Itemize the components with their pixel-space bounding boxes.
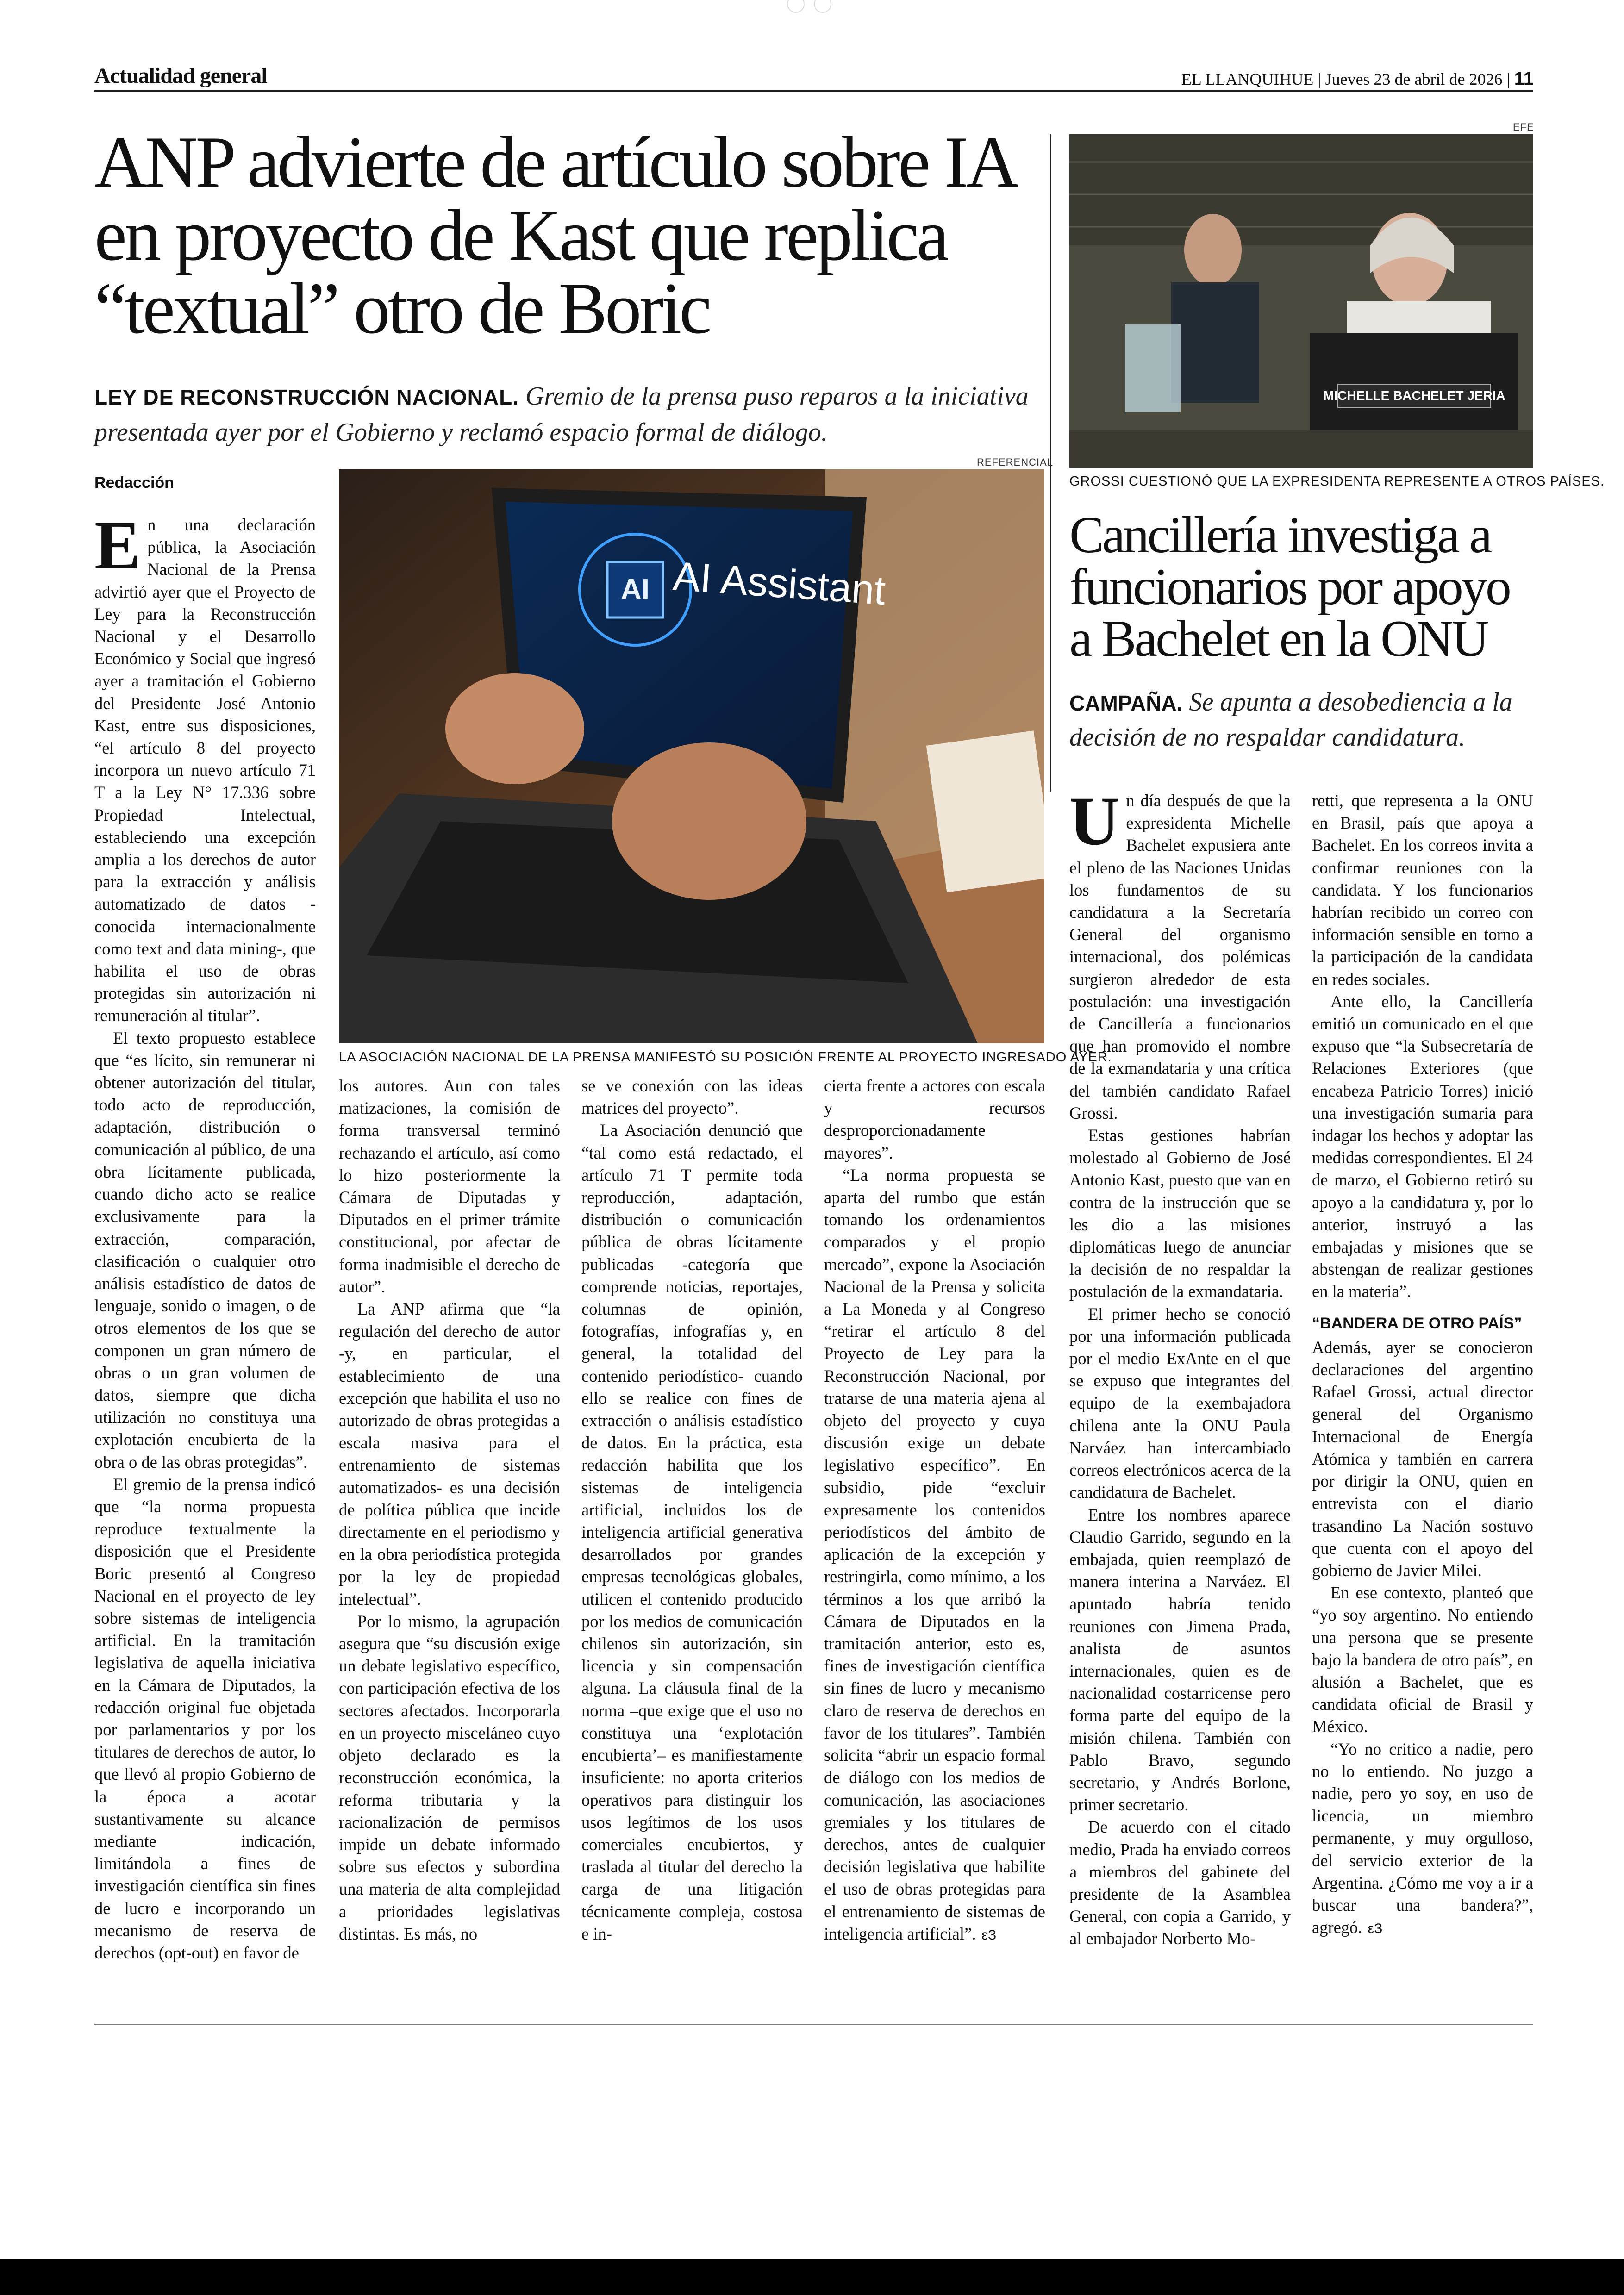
side-kicker-label: CAMPAÑA. [1069, 691, 1183, 715]
byline: Redacción [94, 474, 174, 492]
main-col-3 [581, 1075, 803, 1945]
side-col2-p4: En ese contexto, planteó que “yo soy argentino. No entiendo una persona que se presente bajo la bandera de otro país”, en alusión a Bachelet, que es candidata oficial de Brasil y México. [1312, 1583, 1533, 1736]
main-col3-p1: se ve conexión con las ideas matrices del proyecto”. [581, 1076, 803, 1118]
main-col3-p2: La Asociación denunció que “tal como está redactado, el artículo 71 T permite toda reproducción, adaptación, distribución o comunicación pública de obras lícitamente publicadas -categoría que comprende noticias, reportajes, columnas de opinión, fotografías, infografías y, en general, la totalidad del contenido periodístico- cuando ello se realice con fines de extracción o análisis estadístico de datos. En la práctica, esta redacción habilita que los sistemas de inteligencia artificial, incluidos los de inteligencia artificial generativa desarrollados por grandes empresas tecnológicas globales, utilicen el contenido producido por los medios de comunicación chilenos sin autorización, sin licencia y sin compensación alguna. La cláusula final de la norma –que exige que el uso no constituya una ‘explotación encubierta’– es manifiestamente insuficiente: no aporta criterios operativos para distinguir los usos legítimos de los usos comerciales encubiertos, y traslada al titular del derecho la carga de una litigación técnicamente compleja, costosa e in- [581, 1121, 803, 1943]
main-photo [339, 469, 1044, 1043]
photo-ai-text: AI Assistant [671, 553, 887, 614]
header-rule [94, 90, 1533, 92]
nameplate-text: MICHELLE BACHELET JERIA [1323, 388, 1505, 403]
end-mark-icon: ԑЗ [981, 1927, 997, 1943]
end-mark-icon: ԑЗ [1368, 1921, 1383, 1937]
page-number: 11 [1514, 69, 1534, 89]
viewer-bottom-bar [0, 2259, 1624, 2295]
prev-page-icon[interactable] [787, 0, 805, 13]
svg-text:AI: AI [621, 574, 650, 605]
side-headline: Cancillería investiga a funcionarios por apoyo a Bachelet en la ONU [1069, 506, 1510, 667]
main-col2-p1: los autores. Aun con tales matizaciones, la comisión de forma transversal terminó rechazando el artículo, así como lo hizo posteriormente la Cámara de Diputadas y Diputados en el primer trámite constitucional, por afectar de forma inadmisible el derecho de autor”. [339, 1076, 560, 1296]
main-photo-credit: REFERENCIAL [977, 456, 1054, 468]
main-col1-p3: El gremio de la prensa indicó que “la norma propuesta reproduce textualmente la disposición que el Presidente Boric presentó al Congreso Nacional en el proyecto de ley sobre sistemas de inteligencia artificial. En la tramitación legislativa de aquella iniciativa en la Cámara de Diputados, la redacción original fue objetada por parlamentarios y por los titulares de derechos de autor, lo que llevó al propio Gobierno de la época a acotar sustantivamente su alcance mediante indicación, limitándola a fines de investigación científica sin fines de lucro e incorporando un mecanismo de reserva de derechos (opt-out) en favor de [94, 1474, 316, 1962]
side-col2-p3: Además, ayer se conocieron declaraciones del argentino Rafael Grossi, actual director general del Organismo Internacional de Energía Atómica y también en carrera por dirigir la ONU, quien en entrevista con el diario trasandino La Nación sostuvo que cuenta con el apoyo del gobierno de Javier Milei. [1312, 1337, 1533, 1580]
dropcap-u: U [1069, 783, 1120, 860]
main-col1-p1: En una declaración pública, la Asociación Nacional de la Prensa advirtió ayer que el Proyecto de Ley para la Reconstrucción Nacional y el Desarrollo Económico y Social que ingresó ayer a tramitación el Gobierno del Presidente José Antonio Kast, entre sus disposiciones, “el artículo 8 del proyecto incorpora un nuevo artículo 71 T a la Ley N° 17.336 sobre Propiedad Intelectual, estableciendo una excepción amplia a los derechos de autor para la extracción y análisis automatizado de datos -conocida internacionalmente como text and data mining-, que habilita el uso de obras protegidas sin autorización ni remuneración al titular”. [94, 507, 316, 1025]
ai-assistant-illustration [339, 469, 1044, 1043]
section-title: Actualidad general [94, 63, 267, 88]
main-col2-p2: La ANP afirma que “la regulación del derecho de autor -y, en particular, el establecimiento de una excepción que habilita el uso no autorizado de obras protegidas a escala masiva para el entrenamiento de sistemas automatizados- es una decisión de política pública que incide directamente en el periodismo y en la obra periodística protegida por la ley de propiedad intelectual”. [339, 1299, 560, 1609]
side-col1-p4: Entre los nombres aparece Claudio Garrido, segundo en la embajada, quien reemplazó de manera interina a Narváez. El apuntado habría tenido reuniones con Jimena Prada, analista de asuntos internacionales, quien es de nacionalidad costarricense pero forma parte del equipo de la misión chilena. También con Pablo Bravo, segundo secretario, y Andrés Borlone, primer secretario. [1069, 1505, 1291, 1815]
side-subhead: “BANDERA DE OTRO PAÍS” [1312, 1314, 1522, 1332]
main-col2-p3: Por lo mismo, la agrupación asegura que “su discusión exige un debate legislativo específico, con participación efectiva de los sectores afectados. Incorporarla en un proyecto misceláneo cuyo objeto declarado es la reconstrucción económica, la reforma tributaria y la racionalización de permisos impide un debate informado sobre sus efectos y subordina una materia de alta complejidad a prioridades legislativas distintas. Es más, no [339, 1611, 560, 1943]
main-col-4 [824, 1075, 1045, 1946]
side-photo-credit: EFE [1513, 121, 1534, 133]
side-col2-p5: “Yo no critico a nadie, pero no lo entiendo. No juzgo a nadie, pero yo soy, en uso de licencia, un miembro permanente, y muy orgulloso, del servicio exterior de la Argentina. ¿Cómo me voy a ir a buscar una bandera?”, agregó. ԑЗ [1312, 1739, 1533, 1937]
main-kicker [94, 379, 1048, 450]
side-col2-p1: retti, que representa a la ONU en Brasil, país que apoya a Bachelet. En los correos invita a confirmar reuniones con la candidata. Y los funcionarios habrían recibido un correo con información sensible en torno a la participación de la candidata en redes sociales. [1312, 791, 1533, 989]
main-kicker-text: Gremio de la prensa puso reparos a la iniciativa presentada ayer por el Gobierno y reclamó espacio formal de diálogo. [94, 382, 1029, 447]
side-col1-p3: El primer hecho se conoció por una información publicada por el medio ExAnte en el que se expuso que integrantes del equipo de la exembajadora chilena ante la ONU Paula Narváez han intercambiado correos electrónicos acerca de la candidatura de Bachelet. [1069, 1304, 1291, 1502]
side-kicker [1069, 685, 1542, 755]
side-col-2 [1312, 790, 1533, 1940]
main-col4-p1: cierta frente a actores con escala y recursos desproporcionadamente mayores”. [824, 1076, 1045, 1162]
main-headline: ANP advierte de artículo sobre IA en proyecto de Kast que replica “textual” otro de Boric [94, 122, 1013, 349]
side-photo [1069, 134, 1533, 468]
next-page-icon[interactable] [814, 0, 831, 13]
side-col-1 [1069, 783, 1291, 1950]
main-kicker-label: LEY DE RECONSTRUCCIÓN NACIONAL. [94, 385, 519, 409]
main-col1-p2: El texto propuesto establece que “es lícito, sin remunerar ni obtener autorización del titular, todo acto de reproducción, adaptación, distribución o comunicación al público, de una obra lícitamente publicada, cuando dicho acto se realice exclusivamente para la extracción, comparación, clasificación o cualquier otro análisis estadístico de datos de lenguaje, sonido o imagen, o de otros elementos de los que se componen un gran número de obras o un gran volumen de datos, siempre que dicha utilización no constituya una explotación encubierta de la obra o de las obras protegidas”. [94, 1028, 316, 1472]
bachelet-un-photo [1069, 134, 1533, 468]
side-col1-p1: Un día después de que la expresidenta Michelle Bachelet expusiera ante el pleno de las Naciones Unidas los fundamentos de su candidatura a la Secretaría General del organismo internacional, dos polémicas surgieron alrededor de esta postulación: una investigación de Cancillería a funcionarios que han promovido el nombre de la exmandataria y una crítica del también candidato Rafael Grossi. [1069, 783, 1291, 1123]
dropcap-e: E [94, 507, 141, 584]
masthead [1181, 69, 1534, 89]
side-kicker-text: Se apunta a desobediencia a la decisión de no respaldar candidatura. [1069, 688, 1512, 752]
main-photo-caption: LA ASOCIACIÓN NACIONAL DE LA PRENSA MANIFESTÓ SU POSICIÓN FRENTE AL PROYECTO INGRESADO AYER. [339, 1050, 1112, 1065]
main-col-2 [339, 1075, 560, 1945]
side-col1-p2: Estas gestiones habrían molestado al Gobierno de José Antonio Kast, puesto que van en contra de la instrucción que se les dio a las misiones diplomáticas luego de anunciar la decisión de no respaldar la postulación de la exmandataria. [1069, 1126, 1291, 1301]
main-col4-p2: “La norma propuesta se aparta del rumbo que están tomando los ordenamientos comparados y el propio mercado”, expone la Asociación Nacional de la Prensa y solicita a La Moneda y al Congreso “retirar el artículo 8 del Proyecto de Ley para la Reconstrucción Nacional, por tratarse de una materia ajena al objeto del proyecto y cuya discusión exige un debate legislativo específico”. En subsidio, pide “excluir expresamente los contenidos periodísticos del ámbito de aplicación de la excepción y restringirla, como mínimo, a los términos a los que arribó la Cámara de Diputados en la tramitación anterior, esto es, fines de investigación científica sin fines de lucro y mecanismo claro de reserva de derechos en favor de los titulares”. También solicita “abrir un espacio formal de diálogo con los medios de comunicación, las asociaciones gremiales y los titulares de derechos, antes de cualquier decisión legislativa que habilite el uso de obras protegidas para el entrenamiento de sistemas de inteligencia artificial”. ԑЗ [824, 1165, 1045, 1943]
side-photo-caption: GROSSI CUESTIONÓ QUE LA EXPRESIDENTA REPRESENTE A OTROS PAÍSES. [1069, 474, 1605, 489]
masthead-text: EL LLANQUIHUE | Jueves 23 de abril de 2026 | [1181, 70, 1510, 88]
viewer-nav[interactable] [782, 0, 838, 14]
main-col-1 [94, 507, 316, 1964]
side-col1-p5: De acuerdo con el citado medio, Prada ha enviado correos a miembros del gabinete del presidente de la Asamblea General, con copia a Garrido, y al embajador Norberto Mo- [1069, 1817, 1291, 1948]
side-col2-p2: Ante ello, la Cancillería emitió un comunicado en el que expuso que “la Subsecretaría de Relaciones Exteriores (que encabeza Patricio Torres) inició una investigación sumaria para indagar los hechos y adoptar las medidas correspondientes. El 24 de marzo, el Gobierno retiró su apoyo a la candidatura y, por lo anterior, instruyó a las embajadas y misiones que se abstengan de realizar gestiones en la materia”. [1312, 992, 1533, 1301]
footer-rule [94, 2024, 1533, 2025]
